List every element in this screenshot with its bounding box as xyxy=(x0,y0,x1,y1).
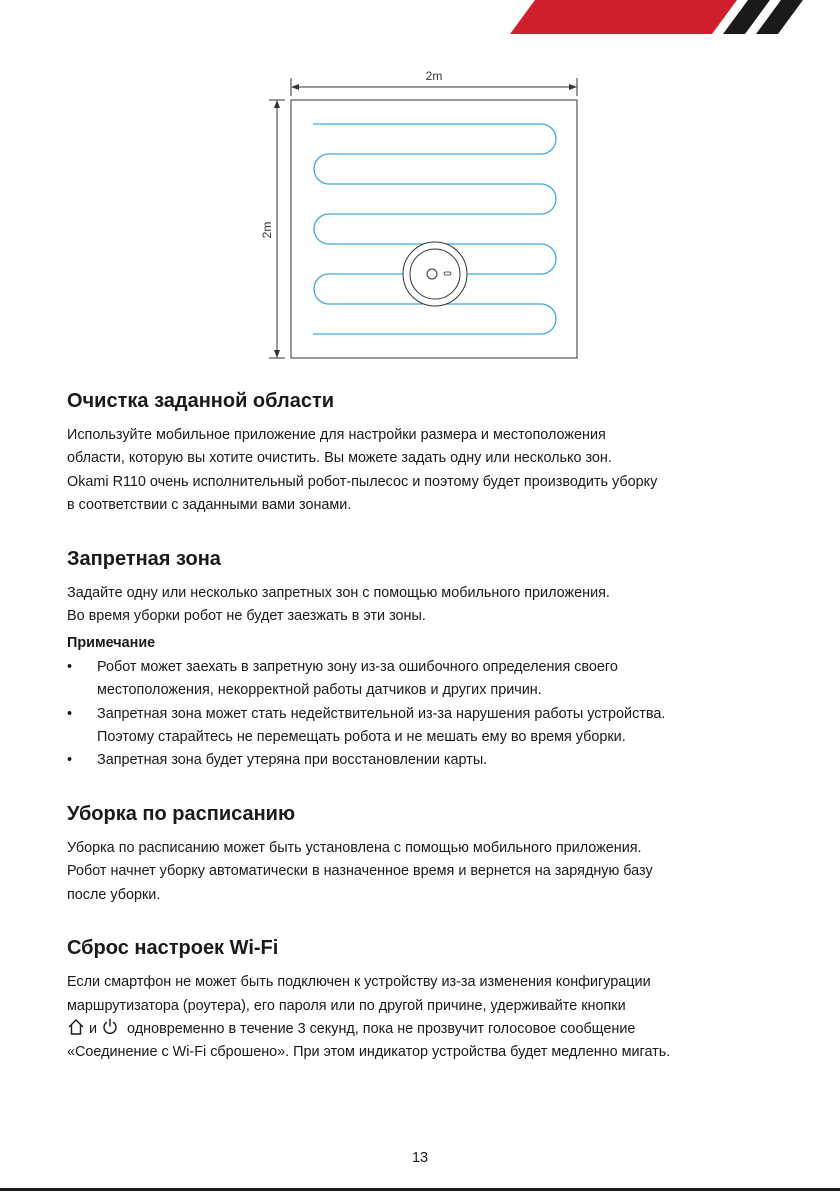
arrow-up xyxy=(274,100,280,108)
text-line: Okami R110 очень исполнительный робот-пылесос и поэтому будет производить уборку xyxy=(67,473,658,490)
text-line: области, которую вы хотите очистить. Вы можете задать одну или несколько зон. xyxy=(67,450,612,467)
text-line: Если смартфон не может быть подключен к устройству из-за изменения конфигурации xyxy=(67,974,651,991)
note-list xyxy=(67,656,777,773)
text-line: в соответствии с заданными вами зонами. xyxy=(67,497,352,514)
section-wifi-reset xyxy=(67,935,777,1065)
arrow-left xyxy=(291,84,299,90)
paragraph-schedule xyxy=(67,837,777,907)
list-item xyxy=(67,656,777,703)
list-item xyxy=(67,703,777,750)
text-line: маршрутизатора (роутера), его пароля или по другой причине, удерживайте кнопки xyxy=(67,997,626,1014)
section-no-go-zone xyxy=(67,546,777,773)
list-item xyxy=(67,749,777,772)
width-label: 2m xyxy=(425,69,443,83)
bullet-line: Запретная зона может стать недействительной из-за нарушения работы устройства. xyxy=(97,705,666,722)
paragraph-area-cleaning xyxy=(67,424,777,518)
paragraph-no-go-zone xyxy=(67,582,777,629)
section-title-no-go-zone: Запретная зона xyxy=(67,547,221,570)
home-icon xyxy=(67,1018,85,1036)
bullet-line: Поэтому старайтесь не перемещать робота и не мешать ему во время уборки. xyxy=(97,729,626,746)
note-title: Примечание xyxy=(67,635,156,652)
page-content xyxy=(67,388,777,1093)
text-line: Уборка по расписанию может быть установлена с помощью мобильного приложения. xyxy=(67,839,642,856)
section-title-schedule: Уборка по расписанию xyxy=(67,802,296,825)
power-icon xyxy=(101,1018,119,1036)
text-line: Задайте одну или несколько запретных зон с помощью мобильного приложения. xyxy=(67,584,610,601)
section-area-cleaning xyxy=(67,388,777,518)
corner-red-bar xyxy=(510,0,737,34)
text-and: и xyxy=(89,1020,98,1037)
bottom-rule xyxy=(0,1188,840,1191)
text-line: после уборки. xyxy=(67,886,161,903)
bullet-line: местоположения, некорректной работы датчиков и других причин. xyxy=(97,682,542,699)
arrow-right xyxy=(569,84,577,90)
text-line: Используйте мобильное приложение для настройки размера и местоположения xyxy=(67,427,606,443)
bullet-line: Запретная зона будет утеряна при восстановлении карты. xyxy=(97,752,488,769)
corner-decoration xyxy=(0,0,840,60)
bullet-line: Робот может заехать в запретную зону из-за ошибочного определения своего xyxy=(97,658,618,675)
text-line: Во время уборки робот не будет заезжать в эти зоны. xyxy=(67,608,426,625)
text-line: одновременно в течение 3 секунд, пока не прозвучит голосовое сообщение xyxy=(127,1020,636,1037)
section-title-area-cleaning: Очистка заданной области xyxy=(67,390,335,412)
height-label: 2m xyxy=(260,221,274,239)
section-schedule xyxy=(67,801,777,907)
cleaning-area-square xyxy=(291,100,577,358)
arrow-down xyxy=(274,350,280,358)
page-number: 13 xyxy=(411,1150,428,1166)
robot-body xyxy=(410,249,460,299)
paragraph-wifi-reset xyxy=(67,971,777,1065)
text-line: Робот начнет уборку автоматически в назначенное время и вернется на зарядную базу xyxy=(67,863,653,880)
zone-cleaning-diagram xyxy=(245,60,595,370)
section-title-wifi-reset: Сброс настроек Wi-Fi xyxy=(67,937,279,960)
text-line: «Соединение с Wi-Fi сброшено». При этом индикатор устройства будет медленно мигать. xyxy=(67,1044,671,1061)
